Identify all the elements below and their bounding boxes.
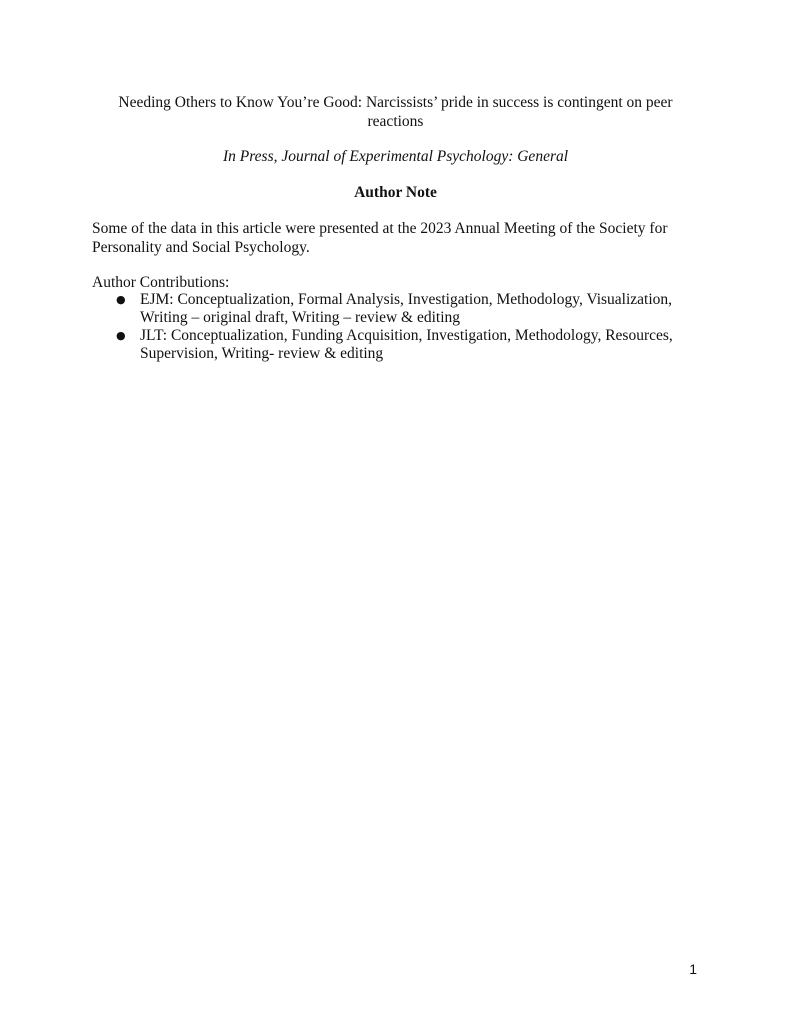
contribution-item-jlt [92,327,692,363]
paper-title: Needing Others to Know You’re Good: Narcissists’ pride in success is contingent on peer reactions [118,94,673,130]
contribution-item-ejm [92,291,692,327]
author-contributions-label: Author Contributions: [92,274,230,291]
contribution-text: EJM: Conceptualization, Formal Analysis, Investigation, Methodology, Visualization, Writing – original draft, Writing – review & editing [140,291,673,326]
author-contributions-list [92,291,692,363]
bullet-icon: ● [116,329,126,342]
bullet-icon: ● [116,293,126,306]
journal-line: In Press, Journal of Experimental Psychology: General [222,148,569,165]
author-note-paragraph: Some of the data in this article were presented at the 2023 Annual Meeting of the Society for Personality and Social Psychology. [92,220,668,256]
page-number: 1 [689,961,697,977]
contribution-text: JLT: Conceptualization, Funding Acquisition, Investigation, Methodology, Resources, Supervision, Writing- review & editing [140,327,673,362]
author-note-heading: Author Note [354,184,437,201]
